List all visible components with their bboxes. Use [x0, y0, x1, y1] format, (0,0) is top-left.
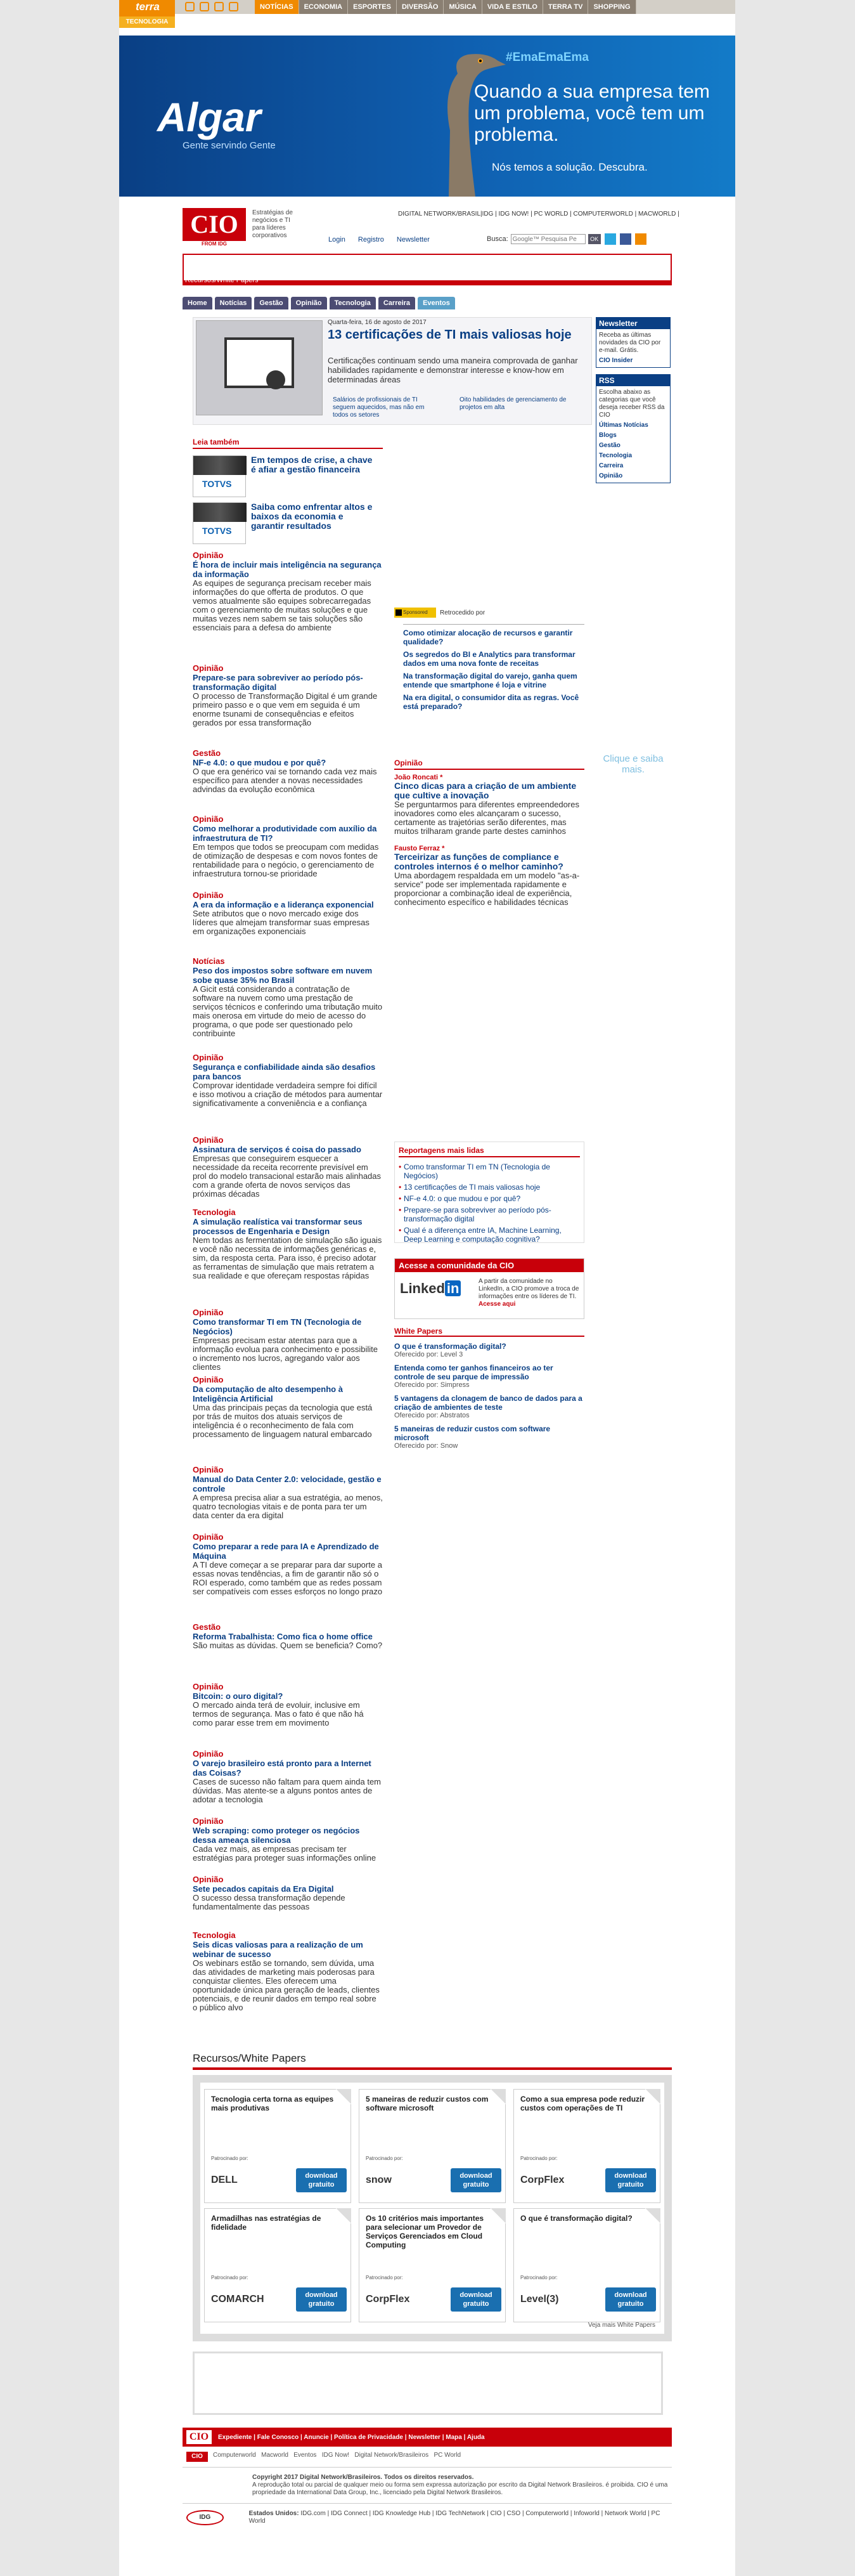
- copyright-bold: Copyright 2017 Digital Network/Brasileiros. Todos os direitos reservados.: [252, 2474, 474, 2481]
- acesse-desc: A partir da comunidade no LinkedIn, a CIO promove a troca de informações entre os líderes de TI.: [479, 1278, 579, 1300]
- algar-logo: Algar: [157, 94, 261, 140]
- bottom-ad-slot: [193, 2352, 663, 2415]
- footer-net-links[interactable]: Computerworld Macworld Eventos IDG Now! Digital Network/Brasileiros PC World: [213, 2452, 461, 2459]
- list-item[interactable]: • 13 certificações de TI mais valiosas hoje: [399, 1183, 580, 1192]
- wp-card-title[interactable]: Os 10 critérios mais importantes para selecionar um Provedor de Serviços Gerenciados em Cloud Computing: [366, 2214, 484, 2249]
- related-link[interactable]: Oito habilidades de gerenciamento de projetos em alta: [460, 396, 567, 411]
- wp-card[interactable]: [204, 2208, 351, 2322]
- article-title[interactable]: Como preparar a rede para IA e Aprendizado de Máquina: [193, 1542, 379, 1561]
- tab-noticias[interactable]: Notícias: [215, 297, 252, 309]
- terra-nav-esportes[interactable]: ESPORTES: [348, 0, 397, 14]
- opinion-title[interactable]: Cinco dicas para a criação de um ambiente que cultive a inovação: [394, 781, 577, 800]
- newsletter-box: [596, 317, 671, 368]
- list-item[interactable]: [394, 1424, 584, 1450]
- mais-lidas-heading: Reportagens mais lidas: [399, 1146, 580, 1157]
- acesse-text: [479, 1278, 580, 1308]
- wp-card[interactable]: [513, 2089, 660, 2203]
- article-item: [193, 1682, 383, 1727]
- article-category[interactable]: Opinião: [193, 1532, 224, 1542]
- list-item[interactable]: [394, 1342, 584, 1358]
- article-title[interactable]: Reforma Trabalhista: Como fica o home office: [193, 1632, 373, 1641]
- linkedin-community-box: [394, 1258, 584, 1319]
- article-desc: A empresa precisa aliar a sua estratégia, ao menos, quatro tecnologias vitais e de ponta para ter um data center da era digital: [193, 1493, 383, 1520]
- retargeted-box: [394, 608, 584, 747]
- certificate-image[interactable]: [196, 320, 323, 415]
- wp-card-title[interactable]: Armadilhas nas estratégias de fidelidade: [211, 2214, 321, 2232]
- copyright-text: A reprodução total ou parcial de qualquer meio ou forma sem expressa autorização por escrito da Digital Network Brasileiros. é proibida. CIO é uma propriedade da International Data Group, Inc., licenciado pela Digital Network Brasileiros.: [252, 2482, 668, 2496]
- article-title[interactable]: Como transformar TI em TN (Tecnologia de Negócios): [193, 1317, 362, 1336]
- article-title[interactable]: Prepare-se para sobreviver ao período pós-transformação digital: [193, 673, 363, 692]
- article-desc: Os webinars estão se tornando, sem dúvida, uma das atividades de marketing mais poderosas para conquistar clientes. Eles oferecem uma oportunidade única para geração de leads, clientes potenciais, e de reunir dados em tempo real sobre o público alvo: [193, 1958, 380, 2012]
- article-title[interactable]: Bitcoin: o ouro digital?: [193, 1691, 283, 1701]
- wp-card-by: Patrocinado por:: [520, 2156, 558, 2161]
- article-category[interactable]: Opinião: [193, 1749, 224, 1759]
- list-item[interactable]: [394, 1394, 584, 1419]
- article-desc: Cada vez mais, as empresas precisam ter estratégias para proteger suas informações online: [193, 1844, 376, 1863]
- article-item: [193, 890, 383, 936]
- terra-nav-economia[interactable]: ECONOMIA: [299, 0, 349, 14]
- article-item: [193, 550, 383, 632]
- search-input[interactable]: [511, 234, 586, 244]
- rss-icon[interactable]: [635, 233, 646, 245]
- footer-net-logo[interactable]: CIO: [186, 2452, 208, 2462]
- terra-nav: [255, 0, 636, 14]
- article-desc: São muitas as dúvidas. Quem se beneficia? Como?: [193, 1641, 383, 1650]
- list-item[interactable]: • Qual é a diferença entre IA, Machine Learning, Deep Learning e computação cognitiva?: [399, 1226, 580, 1244]
- login-link[interactable]: Login: [328, 236, 345, 244]
- wp-sponsor: Oferecido por: Abstratos: [394, 1412, 470, 1419]
- acesse-heading: Acesse a comunidade da CIO: [395, 1259, 584, 1272]
- user-icon[interactable]: [229, 2, 238, 11]
- article-category[interactable]: Opinião: [193, 1053, 224, 1062]
- article-item: [193, 663, 383, 727]
- totvs-logo: TOTVS: [202, 479, 232, 489]
- newsletter-text: Receba as últimas novidades da CIO por e-mail. Grátis.: [599, 332, 661, 354]
- article-desc: O que era genérico vai se tornando cada vez mais específico para atender a novas necessidades advindas da evolução econômica: [193, 767, 377, 794]
- opiniao-heading: Opinião: [394, 758, 584, 770]
- article-desc: O sucesso dessa transformação depende fundamentalmente das pessoas: [193, 1893, 345, 1911]
- wp-sponsor: Oferecido por: Snow: [394, 1442, 458, 1450]
- article-title[interactable]: Segurança e confiabilidade ainda são desafios para bancos: [193, 1062, 376, 1081]
- wp-card-by: Patrocinado por:: [366, 2156, 403, 2161]
- article-title[interactable]: A simulação realística vai transformar seus processos de Engenharia e Design: [193, 1217, 363, 1236]
- article-desc: Empresas precisam estar atentas para que a informação evolua para conhecimento e possibilite o incremento nos lucros, agregando valor aos clientes: [193, 1336, 378, 1372]
- wp-card-by: Patrocinado por:: [211, 2275, 248, 2280]
- user-links: [328, 236, 430, 244]
- article-desc: Empresas que conseguirem esquecer a necessidade da receita recorrente previsível em prol do modelo transacional estarão mais alinhadas com a grande oferta de novos serviços das próximas décadas: [193, 1154, 382, 1199]
- cio-tagline: Estratégias de negócios e TI para líderes corporativos: [252, 209, 293, 239]
- totvs-image: [193, 455, 246, 497]
- terra-nav-musica[interactable]: MÚSICA: [444, 0, 482, 14]
- article-desc: Sete atributos que o novo mercado exige dos líderes que almejam transformar suas empresas em organizações exponenciais: [193, 909, 370, 936]
- wp-card-title[interactable]: Tecnologia certa torna as equipes mais produtivas: [211, 2095, 334, 2112]
- tab-opiniao[interactable]: Opinião: [291, 297, 327, 309]
- bottom-wp-title: Recursos/White Papers: [193, 2052, 672, 2070]
- opiniao-box: [394, 758, 584, 907]
- play-icon[interactable]: [214, 2, 224, 11]
- sponsored-badge: Sponsored: [394, 608, 436, 618]
- wp-card[interactable]: [513, 2208, 660, 2322]
- author: João Roncati *: [394, 774, 443, 781]
- twitter-icon[interactable]: [605, 233, 616, 245]
- terra-logo-text: terra: [136, 1, 160, 13]
- footer: [183, 2428, 672, 2532]
- algar-tagline: Gente servindo Gente: [183, 140, 276, 151]
- opinion-title[interactable]: Terceirizar as funções de compliance e controles internos é o melhor caminho?: [394, 852, 563, 871]
- tab-carreira[interactable]: Carreira: [378, 297, 415, 309]
- download-button[interactable]: download gratuito: [296, 2287, 347, 2312]
- ad-hashtag: #EmaEmaEma: [506, 51, 589, 64]
- featured-desc: Certificações continuam sendo uma maneira comprovada de ganhar habilidades rapidamente e demonstrar interesse e know-how em determinadas áreas: [328, 356, 578, 384]
- article-category[interactable]: Opinião: [193, 1375, 224, 1384]
- article-category[interactable]: Opinião: [193, 814, 224, 824]
- idg-label: Estados Unidos:: [248, 2510, 299, 2517]
- sponsor-logo: CorpFlex: [366, 2294, 410, 2305]
- article-category[interactable]: Opinião: [193, 1308, 224, 1317]
- featured-date: Quarta-feira, 16 de agosto de 2017: [328, 319, 427, 326]
- chat-icon[interactable]: [200, 2, 209, 11]
- article-desc: Uma das principais peças da tecnologia que está por trás de muitos dos atuais serviços de inteligência é o reconhecimento de fala com processamento de linguagem natural embarcado: [193, 1403, 373, 1439]
- wp-card-by: Patrocinado por:: [211, 2156, 248, 2161]
- article-category[interactable]: Opinião: [193, 550, 224, 560]
- article-title[interactable]: Da computação de alto desempenho à Inteligência Artificial: [193, 1384, 343, 1403]
- article-category[interactable]: Tecnologia: [193, 1207, 236, 1217]
- article-category[interactable]: Gestão: [193, 1622, 221, 1632]
- more-wp-link[interactable]: Veja mais White Papers: [588, 2322, 655, 2329]
- wp-heading: White Papers: [394, 1327, 584, 1337]
- wp-sponsor: Oferecido por: Level 3: [394, 1351, 463, 1358]
- article-item: [193, 956, 383, 1038]
- right-column: [596, 317, 671, 490]
- article-category[interactable]: Opinião: [193, 890, 224, 900]
- article-item: [193, 1532, 383, 1596]
- article-desc: Em tempos que todos se preocupam com medidas de otimização de despesas e com novos fontes de rentabilidade para o negócio, o gerenciamento de infraestrutura tornou-se prioridade: [193, 842, 379, 878]
- tab-gestao[interactable]: Gestão: [254, 297, 288, 309]
- article-desc: O processo de Transformação Digital é um grande primeiro passo e o que vem em seguida é um enorme tsunami de consequências e efeitos gerados por essa transformação: [193, 691, 378, 727]
- article-category[interactable]: Opinião: [193, 1816, 224, 1826]
- terra-nav-shopping[interactable]: SHOPPING: [588, 0, 636, 14]
- list-item[interactable]: Como otimizar alocação de recursos e garantir qualidade?: [403, 628, 573, 646]
- article-item: [193, 1875, 383, 1911]
- article-item: [193, 1207, 383, 1280]
- article-item: [193, 748, 383, 794]
- sponsor-logo: COMARCH: [211, 2294, 264, 2305]
- ad-cta[interactable]: Nós temos a solução. Descubra.: [492, 161, 648, 173]
- article-item: [193, 1053, 383, 1108]
- totvs-logo: TOTVS: [202, 526, 232, 536]
- article-item: [193, 1622, 383, 1650]
- article-item: [193, 1135, 383, 1199]
- cio-header: [183, 208, 679, 249]
- article-item: [193, 1465, 383, 1520]
- article-desc: O mercado ainda terá de evoluir, inclusive em termos de segurança. Mas o fato é que não há como parar esse trem em movimento: [193, 1700, 364, 1727]
- article-category[interactable]: Gestão: [193, 748, 221, 758]
- wp-sponsor: Oferecido por: Simpress: [394, 1381, 470, 1389]
- copyright: [183, 2468, 672, 2504]
- list-item[interactable]: Na transformação digital do varejo, ganha quem entende que smartphone é loja e vitrine: [403, 672, 577, 689]
- related-link[interactable]: Salários de profissionais de TI seguem aquecidos, mas não em todos os setores: [333, 396, 425, 419]
- download-button[interactable]: download gratuito: [605, 2168, 656, 2192]
- leia-item[interactable]: [193, 455, 383, 497]
- article-category[interactable]: Opinião: [193, 1875, 224, 1884]
- download-button[interactable]: download gratuito: [605, 2287, 656, 2312]
- article-category[interactable]: Tecnologia: [193, 1930, 236, 1940]
- rss-item[interactable]: Tecnologia: [599, 452, 633, 459]
- opinion-desc: Se perguntarmos para diferentes empreendedores inovadores como eles alcançaram o sucesso, certamente as trajetórias serão diferentes, mas muitos trilharam grande parte destes caminhos: [394, 800, 579, 836]
- leia-item-title[interactable]: Em tempos de crise, a chave é afiar a gestão financeira: [251, 455, 373, 474]
- list-item[interactable]: • Prepare-se para sobreviver ao período pós-transformação digital: [399, 1206, 580, 1223]
- terra-nav-vida-estilo[interactable]: VIDA E ESTILO: [482, 0, 543, 14]
- list-item[interactable]: Na era digital, o consumidor dita as regras. Você está preparado?: [403, 693, 579, 711]
- mais-lidas-box: [394, 1142, 584, 1243]
- rss-heading: RSS: [596, 375, 670, 386]
- sponsor-logo: snow: [366, 2175, 392, 2185]
- article-category[interactable]: Opinião: [193, 1135, 224, 1145]
- terra-section-label: TECNOLOGIA: [119, 16, 175, 28]
- idg-logo[interactable]: IDG: [186, 2510, 224, 2525]
- search-area: [487, 233, 646, 245]
- terra-nav-terra-tv[interactable]: TERRA TV: [543, 0, 589, 14]
- clique-ad[interactable]: Clique e saiba mais.: [603, 753, 664, 775]
- rss-item[interactable]: Gestão: [599, 442, 620, 449]
- article-title[interactable]: Manual do Data Center 2.0: velocidade, gestão e controle: [193, 1474, 382, 1493]
- article-item: [193, 1375, 383, 1439]
- download-button[interactable]: download gratuito: [296, 2168, 347, 2192]
- leia-item-title[interactable]: Saiba como enfrentar altos e baixos da economia e garantir resultados: [251, 502, 373, 531]
- totvs-image: [193, 502, 246, 544]
- newsletter-link[interactable]: Newsletter: [396, 236, 430, 244]
- article-category[interactable]: Opinião: [193, 663, 224, 673]
- footer-network: [183, 2447, 672, 2468]
- cio-logo-text: CIO: [190, 210, 238, 238]
- idg-links[interactable]: IDG.com | IDG Connect | IDG Knowledge Hub | IDG TechNetwork | CIO | CSO | Computerworld | Infoworld | Network World | PC World: [248, 2510, 660, 2525]
- article-title[interactable]: É hora de incluir mais inteligência na segurança da informação: [193, 560, 382, 579]
- article-desc: As equipes de segurança precisam receber mais informações do que offerta de produtos. O que vemos atualmente são equipes sobrecarregadas com o gerenciamento de muitas soluções e que muitas vezes nem sabem se tais soluções são essenciais para a defesa do ambiente: [193, 578, 371, 632]
- terra-top-bar: [119, 0, 735, 25]
- rss-item[interactable]: Blogs: [599, 432, 617, 439]
- terra-nav-noticias[interactable]: NOTÍCIAS: [255, 0, 299, 14]
- download-button[interactable]: download gratuito: [451, 2287, 501, 2312]
- article-title[interactable]: A era da informação e a liderança exponencial: [193, 900, 374, 909]
- main-nav: [183, 297, 455, 309]
- rss-item[interactable]: Opinião: [599, 472, 623, 479]
- rss-item[interactable]: Carreira: [599, 462, 624, 469]
- wp-card-title[interactable]: 5 maneiras de reduzir custos com software microsoft: [366, 2095, 489, 2112]
- newsletter-heading: Newsletter: [596, 318, 670, 329]
- article-desc: Comprovar identidade verdadeira sempre foi difícil e isso motivou a criação de métodos para aumentar significativamente a conveniência e a confiança: [193, 1081, 383, 1108]
- article-desc: Cases de sucesso não faltam para quem ainda tem dúvidas. Mas atente-se a alguns pontos antes de adotar a tecnologia: [193, 1777, 382, 1804]
- cio-insider-link[interactable]: CIO Insider: [599, 357, 633, 364]
- article-title[interactable]: O varejo brasileiro está pronto para a Internet das Coisas?: [193, 1759, 371, 1778]
- wp-card-title[interactable]: Como a sua empresa pode reduzir custos com operações de TI: [520, 2095, 645, 2112]
- white-papers-box: [394, 1327, 584, 1450]
- registro-link[interactable]: Registro: [357, 236, 384, 244]
- facebook-icon[interactable]: [620, 233, 631, 245]
- article-title[interactable]: Como melhorar a produtividade com auxílio da infraestrutura de TI?: [193, 824, 377, 843]
- mail-icon[interactable]: [185, 2, 195, 11]
- rss-text: Escolha abaixo as categorias que você deseja receber RSS da CIO: [599, 389, 665, 419]
- footer-links[interactable]: Expediente | Fale Conosco | Anuncie | Política de Privacidade | Newsletter | Mapa | Ajuda: [218, 2433, 485, 2441]
- search-button[interactable]: OK: [588, 234, 601, 244]
- article-item: [193, 1930, 383, 2012]
- bottom-wp-grid: [193, 2075, 672, 2341]
- tab-eventos[interactable]: Eventos: [418, 297, 455, 309]
- retargeted-label: Retrocedido por: [440, 609, 485, 616]
- linkedin-logo-text: Linked: [400, 1280, 445, 1296]
- wp-card-title[interactable]: O que é transformação digital?: [520, 2214, 633, 2223]
- wp-title[interactable]: 5 maneiras de reduzir custos com software microsoft: [394, 1424, 551, 1442]
- featured-article: [193, 317, 592, 425]
- list-item[interactable]: • Como transformar TI em TN (Tecnologia de Negócios): [399, 1162, 580, 1180]
- tab-home[interactable]: Home: [183, 297, 212, 309]
- network-links[interactable]: DIGITAL NETWORK/BRASIL|IDG | IDG NOW! | PC WORLD | COMPUTERWORLD | MACWORLD |: [398, 211, 679, 218]
- wp-card-by: Patrocinado por:: [366, 2275, 403, 2280]
- article-item: [193, 1816, 383, 1863]
- wp-card[interactable]: [204, 2089, 351, 2203]
- terra-nav-diversao[interactable]: DIVERSÃO: [397, 0, 444, 14]
- page: [119, 0, 735, 2576]
- terra-logo[interactable]: [119, 0, 175, 28]
- leia-item[interactable]: [193, 502, 383, 544]
- wp-card[interactable]: [359, 2089, 506, 2203]
- sponsor-logo: Level(3): [520, 2294, 559, 2305]
- footer-cio-logo[interactable]: CIO: [186, 2430, 212, 2444]
- article-category[interactable]: Opinião: [193, 1682, 224, 1691]
- terra-icons: [185, 2, 238, 11]
- cio-logo-sub: FROM IDG: [183, 241, 246, 247]
- breadcrumb[interactable]: Recursos/White Papers: [185, 276, 259, 284]
- search-label: Busca:: [487, 235, 508, 243]
- ad-headline: Quando a sua empresa tem um problema, você tem um problema.: [474, 81, 710, 145]
- article-desc: A TI deve começar a se preparar para dar suporte a essas novas tendências, a fim de garantir não só o ROI esperado, como também que as redes possam ser compatíveis com esses esforços no longo prazo: [193, 1560, 383, 1596]
- idg-sites: [183, 2504, 672, 2532]
- linkedin-logo[interactable]: [400, 1280, 463, 1301]
- linkedin-in-mark: in: [445, 1280, 461, 1296]
- article-desc: A Gicit está considerando a contratação de software na nuvem como uma prestação de serviços técnicos e conferindo uma tributação muito mais onerosa em virtude do meio de acesso do programa, o que pode ser questionado pelo contribuinte: [193, 984, 383, 1038]
- wp-title[interactable]: Entenda como ter ganhos financeiros ao ter controle de seu parque de impressão: [394, 1363, 553, 1381]
- acesse-link[interactable]: Acesse aqui: [479, 1301, 516, 1308]
- tab-tecnologia[interactable]: Tecnologia: [330, 297, 376, 309]
- article-title[interactable]: Seis dicas valiosas para a realização de um webinar de sucesso: [193, 1940, 363, 1959]
- download-button[interactable]: download gratuito: [451, 2168, 501, 2192]
- algar-banner-ad[interactable]: [119, 36, 735, 197]
- leia-tambem-heading: Leia também: [193, 438, 383, 449]
- footer-bar: [183, 2428, 672, 2447]
- list-item[interactable]: Os segredos do BI e Analytics para transformar dados em uma nova fonte de receitas: [403, 650, 575, 668]
- article-desc: Nem todas as fermentation de simulação são iguais e você não necessita de informações genéricas e, sim, da resposta certa. Para isso, é preciso adotar as ferramentas de simulação que mais retratem a sua realidade e que ofereçam respostas rápidas: [193, 1235, 382, 1280]
- wp-card[interactable]: [359, 2208, 506, 2322]
- article-title[interactable]: Peso dos impostos sobre software em nuvem sobe quase 35% no Brasil: [193, 966, 373, 985]
- list-item[interactable]: [394, 1363, 584, 1389]
- wp-title[interactable]: O que é transformação digital?: [394, 1342, 506, 1351]
- author: Fausto Ferraz *: [394, 845, 445, 852]
- article-title[interactable]: Web scraping: como proteger os negócios dessa ameaça silenciosa: [193, 1826, 360, 1845]
- article-title[interactable]: Assinatura de serviços é coisa do passado: [193, 1145, 361, 1154]
- wp-card-by: Patrocinado por:: [520, 2275, 558, 2280]
- rss-item[interactable]: Últimas Notícias: [599, 422, 648, 429]
- list-item[interactable]: • NF-e 4.0: o que mudou e por quê?: [399, 1194, 580, 1203]
- featured-title[interactable]: 13 certificações de TI mais valiosas hoje: [328, 328, 572, 342]
- article-item: [193, 814, 383, 878]
- article-category[interactable]: Opinião: [193, 1465, 224, 1474]
- article-item: [193, 1308, 383, 1372]
- rss-box: [596, 374, 671, 483]
- cio-logo[interactable]: [183, 208, 246, 246]
- article-title[interactable]: NF-e 4.0: o que mudou e por quê?: [193, 758, 326, 767]
- article-title[interactable]: Sete pecados capitais da Era Digital: [193, 1884, 334, 1894]
- sponsor-logo: CorpFlex: [520, 2175, 565, 2185]
- article-category[interactable]: Notícias: [193, 956, 225, 966]
- article-item: [193, 1749, 383, 1804]
- wp-title[interactable]: 5 vantagens da clonagem de banco de dados para a criação de ambientes de teste: [394, 1394, 582, 1412]
- sponsor-logo: DELL: [211, 2175, 238, 2185]
- opinion-desc: Uma abordagem respaldada em um modelo "as-a-service" pode ser implementada rapidamente e proporcionar a combinação ideal de experiência, conhecimento específico e habilidades técnicas: [394, 871, 580, 907]
